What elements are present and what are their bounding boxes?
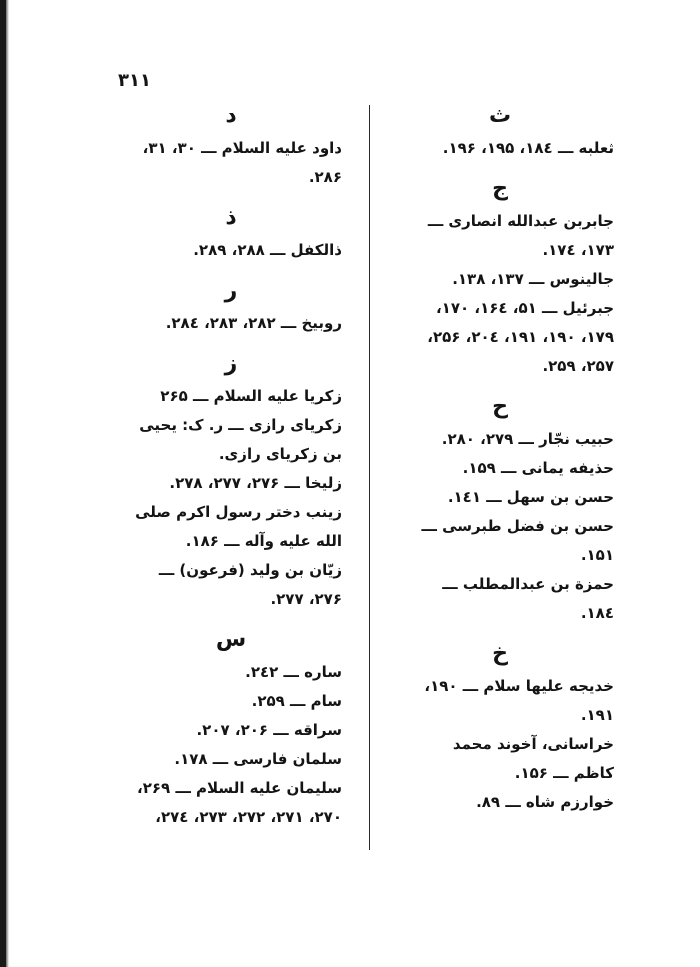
index-section xyxy=(120,202,342,265)
entry-line: خدیجه علیها سلام ـــ ۱۹۰، xyxy=(424,677,614,695)
entry-line: داود علیه السلام ـــ ۳۰، ۳۱، xyxy=(142,139,342,157)
index-entry xyxy=(386,294,614,381)
entry-line: ثعلبه ـــ ۱۸٤، ۱۹۵، ۱۹۶. xyxy=(442,139,614,157)
entry-line: جابربن عبدالله انصاری ـــ xyxy=(427,212,614,230)
index-entry xyxy=(386,570,614,628)
entry-continuation-line: کاظم ـــ ۱۵۶. xyxy=(514,764,614,782)
index-entry xyxy=(120,774,342,832)
entry-line: حمزة بن عبدالمطلب ـــ xyxy=(442,575,614,593)
entry-line: سراقه ـــ ۲۰۶، ۲۰۷. xyxy=(196,721,342,739)
entry-line: زکریای رازی ـــ ر. ک: یحیی xyxy=(139,416,342,434)
index-entry xyxy=(120,411,342,469)
entry-line: سام ـــ ۲۵۹. xyxy=(251,692,342,710)
entry-continuation-line: ۱۵۱. xyxy=(580,546,614,564)
index-section xyxy=(386,638,614,817)
index-entry xyxy=(386,483,614,512)
index-entry xyxy=(120,382,342,411)
index-entry xyxy=(120,716,342,745)
right-column xyxy=(386,100,614,827)
entry-line: خراسانی، آخوند محمد xyxy=(452,735,614,753)
entry-line: زینب دختر رسول اکرم صلی xyxy=(135,503,342,521)
index-section xyxy=(386,100,614,163)
index-entry xyxy=(120,556,342,614)
index-section xyxy=(120,624,342,832)
index-entry xyxy=(120,498,342,556)
index-section xyxy=(120,348,342,614)
index-entry xyxy=(386,672,614,730)
entry-continuation-line: ۱۸٤. xyxy=(580,604,614,622)
index-entry xyxy=(386,425,614,454)
index-entry xyxy=(120,687,342,716)
entry-line: زکریا علیه السلام ـــ ۲۶۵ xyxy=(160,387,342,405)
page-binding-shadow xyxy=(6,0,9,967)
index-section xyxy=(386,391,614,628)
entry-continuation-line: بن زکریای رازی. xyxy=(218,445,342,463)
section-letter-heading: س xyxy=(215,627,247,652)
index-entry xyxy=(386,134,614,163)
section-letter-heading: ز xyxy=(224,351,238,376)
entry-continuation-line: ۱۷۹، ۱۹۰، ۱۹۱، ۲۰٤، ۲۵۶، xyxy=(427,328,614,346)
entry-line: جالینوس ـــ ۱۳۷، ۱۳۸. xyxy=(452,270,614,288)
index-entry xyxy=(386,512,614,570)
index-entry xyxy=(386,788,614,817)
index-entry xyxy=(386,730,614,788)
entry-continuation-line: ۲۷۰، ۲۷۱، ۲۷۲، ۲۷۳، ۲۷٤، xyxy=(155,808,342,826)
section-letter-heading: د xyxy=(225,103,237,128)
entry-continuation-line: ۲۵۷، ۲۵۹. xyxy=(542,357,614,375)
section-letter-heading: ذ xyxy=(225,205,237,230)
entry-continuation-line: ۲۷۶، ۲۷۷. xyxy=(270,590,342,608)
section-letter-heading: ث xyxy=(488,103,512,128)
entry-line: خوارزم شاه ـــ ۸۹. xyxy=(476,793,614,811)
section-letter-heading: ج xyxy=(492,176,508,201)
entry-line: ذالکفل ـــ ۲۸۸، ۲۸۹. xyxy=(193,241,342,259)
column-divider xyxy=(369,105,370,850)
index-entry xyxy=(386,265,614,294)
index-section xyxy=(120,275,342,338)
index-entry xyxy=(120,469,342,498)
index-section xyxy=(120,100,342,192)
entry-line: جبرئیل ـــ ۵۱، ۱۶٤، ۱۷۰، xyxy=(435,299,614,317)
entry-line: حذیفه یمانی ـــ ۱۵۹. xyxy=(462,459,614,477)
section-letter-heading: خ xyxy=(492,641,508,666)
entry-continuation-line: ۱۹۱. xyxy=(580,706,614,724)
entry-line: زلیخا ـــ ۲۷۶، ۲۷۷، ۲۷۸. xyxy=(169,474,342,492)
index-entry xyxy=(120,309,342,338)
entry-line: حسن بن سهل ـــ ۱٤۱. xyxy=(447,488,614,506)
entry-line: ساره ـــ ۲٤۲. xyxy=(245,663,342,681)
left-column xyxy=(120,100,342,842)
index-entry xyxy=(386,207,614,265)
entry-line: زیّان بن ولید (فرعون) ـــ xyxy=(158,561,342,579)
entry-line: حسن بن فضل طبرسی ـــ xyxy=(421,517,614,535)
entry-line: روبیخ ـــ ۲۸۲، ۲۸۳، ۲۸٤. xyxy=(165,314,342,332)
index-entry xyxy=(120,236,342,265)
entry-line: حبیب نجّار ـــ ۲۷۹، ۲۸۰. xyxy=(441,430,614,448)
entry-line: سلیمان علیه السلام ـــ ۲۶۹، xyxy=(137,779,342,797)
entry-continuation-line: ۲۸۶. xyxy=(308,168,342,186)
index-entry xyxy=(120,745,342,774)
index-entry xyxy=(120,134,342,192)
index-section xyxy=(386,173,614,381)
index-entry xyxy=(120,658,342,687)
entry-continuation-line: الله علیه وآله ـــ ۱۸۶. xyxy=(185,532,342,550)
entry-continuation-line: ۱۷۳، ۱۷٤. xyxy=(542,241,614,259)
page-number: ۳۱۱ xyxy=(118,70,151,91)
entry-line: سلمان فارسی ـــ ۱۷۸. xyxy=(174,750,342,768)
index-entry xyxy=(386,454,614,483)
section-letter-heading: ر xyxy=(224,278,238,303)
section-letter-heading: ح xyxy=(492,394,508,419)
